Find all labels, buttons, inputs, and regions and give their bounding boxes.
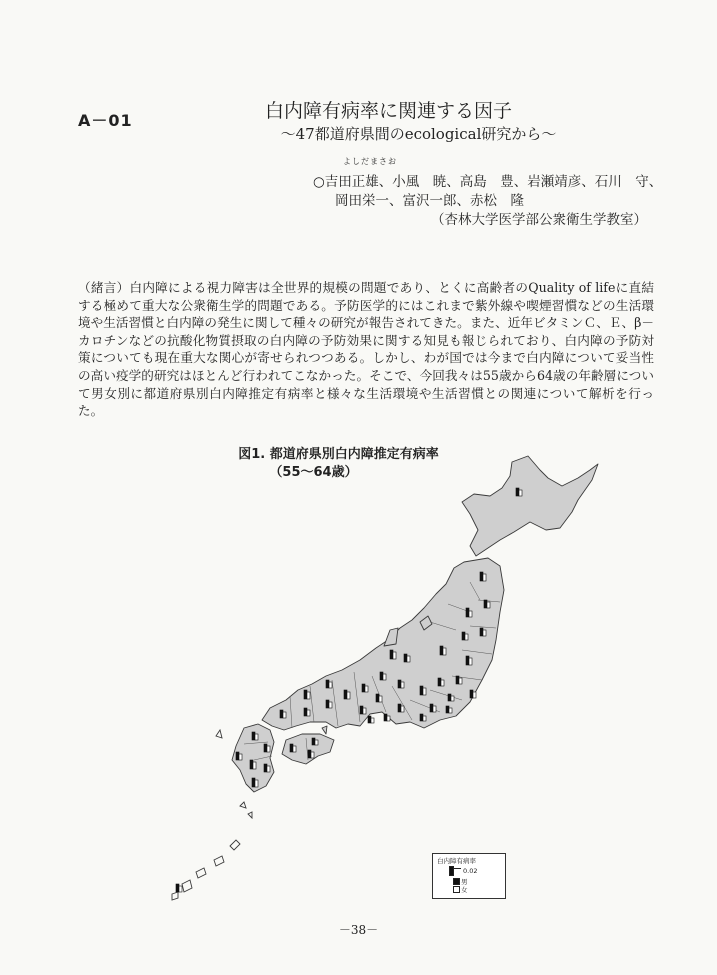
- bar-nara-m: [368, 716, 371, 723]
- legend-scale-value: 0.02: [463, 867, 478, 875]
- bar-fukui-m: [380, 672, 383, 680]
- small-island-2: [248, 812, 252, 818]
- small-island-1: [240, 802, 246, 808]
- bar-niigata-m: [440, 646, 443, 655]
- bar-fukui-f: [383, 674, 386, 680]
- legend-female-label: 女: [461, 886, 468, 894]
- bar-okayama-f: [329, 702, 332, 708]
- bar-toyama-m: [404, 654, 407, 662]
- okinawa-island-1: [230, 840, 240, 850]
- bar-shizuoka-f: [423, 716, 426, 721]
- bar-iwate-f: [487, 602, 490, 608]
- bar-tokyo-m: [446, 706, 449, 713]
- bar-tottori-f: [329, 682, 332, 688]
- bar-miyagi-m: [480, 628, 483, 636]
- bar-fukushima-m: [466, 656, 469, 665]
- bar-kyoto-f: [365, 686, 368, 692]
- bar-okinawa-m: [176, 884, 179, 892]
- legend-scale-tick: [453, 868, 461, 869]
- introduction-paragraph: （緒言）白内障による視力障害は全世界的規模の問題であり、とくに高齢者のQuality of lifeに直結する極めて重大な公衆衛生学的問題である。予防医学的にはこれまで紫外線や喫煙習慣などの生活環境や生活習慣と白内障の発生に関して種々の研究が報告されてきた。また、近年ビタミンＣ、Ｅ、β－カロチンなどの抗酸化物質摂取の白内障の予防効果に関する知見も報じられており、白内障の予防対策についても現在重大な関心が寄せられつつある。しかし、わが国では今まで白内障について妥当性の高い疫学的研究はほとんど行われてこなかった。そこで、今回我々は55歳から64歳の年齢層について男女別に都道府県別白内障推定有病率と様々な生活環境や生活習慣との関連について解析を行った。: [78, 280, 654, 419]
- bar-nagano-f: [423, 688, 426, 695]
- bar-mie-m: [384, 714, 387, 721]
- bar-toyama-f: [407, 656, 410, 662]
- bar-tottori-m: [326, 680, 329, 688]
- noto-shape: [384, 628, 398, 646]
- bar-ehime-m: [290, 744, 293, 752]
- bar-fukuoka-m: [252, 732, 255, 740]
- bar-ishikawa-m: [390, 650, 393, 659]
- japan-map: [160, 430, 620, 910]
- bar-gunma-f: [441, 680, 444, 686]
- bar-kumamoto-f: [253, 762, 256, 769]
- bar-kagoshima-f: [255, 780, 258, 787]
- authors-line-2: 岡田栄一、富沢一郎、赤松 隆: [335, 193, 524, 209]
- bar-saitama-f: [451, 696, 454, 701]
- map-land: [232, 456, 598, 792]
- bar-oita-m: [264, 744, 267, 752]
- bar-okinawa-f: [179, 886, 182, 892]
- abstract-code: A－01: [78, 111, 133, 130]
- bar-akita-m: [466, 608, 469, 617]
- bar-aomori-m: [480, 572, 483, 581]
- bar-mie-f: [387, 716, 390, 721]
- bar-ishikawa-f: [393, 652, 396, 659]
- bar-kochi-f: [311, 752, 314, 758]
- bar-gifu-f: [401, 682, 404, 688]
- bar-yamagata-f: [465, 634, 468, 640]
- bar-miyazaki-f: [267, 766, 270, 772]
- bar-fukushima-f: [469, 658, 472, 665]
- bar-osaka-m: [360, 706, 363, 714]
- bar-oita-f: [267, 746, 270, 752]
- bar-ehime-f: [293, 746, 296, 752]
- bar-kagawa-m: [312, 738, 315, 745]
- bar-yamanashi-f: [433, 706, 436, 712]
- bar-kagawa-f: [315, 740, 318, 745]
- legend-male-swatch: [453, 878, 460, 885]
- okinawa-island-3: [196, 868, 206, 878]
- bar-shiga-f: [379, 696, 382, 702]
- author-ruby: よしだまさお: [343, 157, 397, 166]
- paper-subtitle: ～47都道府県間のecological研究から～: [280, 125, 557, 143]
- bar-nara-f: [371, 718, 374, 723]
- okinawa-island-5: [172, 892, 178, 900]
- bar-yamagata-m: [462, 632, 465, 640]
- legend-male-label: 男: [461, 878, 468, 886]
- awaji-shape: [322, 726, 327, 734]
- bar-niigata-f: [443, 648, 446, 655]
- bar-fukuoka-f: [255, 734, 258, 740]
- bar-osaka-f: [363, 708, 366, 714]
- bar-tokyo-f: [449, 708, 452, 713]
- bar-okayama-m: [326, 700, 329, 708]
- bar-shimane-m: [304, 690, 307, 699]
- okinawa-island-2: [214, 856, 224, 866]
- bar-ibaraki-m: [470, 690, 473, 698]
- bar-iwate-m: [484, 600, 487, 608]
- bar-tochigi-m: [456, 676, 459, 684]
- bar-hiroshima-m: [304, 708, 307, 716]
- bar-kumamoto-m: [250, 760, 253, 769]
- bar-yamaguchi-f: [283, 712, 286, 718]
- bar-gunma-m: [438, 678, 441, 686]
- page-number: －38－: [338, 923, 379, 937]
- legend-female-swatch: [453, 886, 460, 893]
- bar-aichi-m: [398, 704, 401, 712]
- hokkaido-shape: [462, 456, 598, 556]
- tsushima-island: [216, 730, 222, 738]
- bar-ibaraki-f: [473, 692, 476, 698]
- bar-akita-f: [469, 611, 472, 617]
- map-legend: [432, 853, 506, 899]
- bar-aomori-f: [483, 574, 486, 581]
- bar-nagano-m: [420, 686, 423, 695]
- bar-miyagi-f: [483, 630, 486, 636]
- bar-kyoto-m: [362, 684, 365, 692]
- bar-kagoshima-m: [252, 778, 255, 787]
- bar-aichi-f: [401, 706, 404, 712]
- paper-title: 白内障有病率に関連する因子: [264, 100, 512, 122]
- bar-shimane-f: [307, 692, 310, 699]
- bar-shiga-m: [376, 694, 379, 702]
- bar-kochi-m: [308, 750, 311, 758]
- bar-hokkaido-f: [519, 490, 522, 496]
- bar-gifu-m: [398, 680, 401, 688]
- bar-hyogo-f: [347, 692, 350, 699]
- bar-nagasaki-m: [236, 752, 239, 760]
- figure-subtitle: （55～64歳）: [269, 465, 358, 480]
- bar-yamanashi-m: [430, 704, 433, 712]
- legend-title: 白内障有病率: [437, 857, 476, 865]
- bar-saitama-m: [448, 694, 451, 701]
- bar-tochigi-f: [459, 678, 462, 684]
- bar-shizuoka-m: [420, 714, 423, 721]
- figure-title: 図1. 都道府県別白内障推定有病率: [238, 447, 439, 462]
- bar-yamaguchi-m: [280, 710, 283, 718]
- okinawa-island-4: [182, 880, 192, 892]
- bar-nagasaki-f: [239, 754, 242, 760]
- bar-miyazaki-m: [264, 764, 267, 772]
- bar-hyogo-m: [344, 690, 347, 699]
- authors-line-1: ○吉田正雄、小風 暁、高島 豊、岩瀬靖彦、石川 守、: [313, 174, 663, 190]
- affiliation: （杏林大学医学部公衆衛生学教室）: [431, 212, 647, 228]
- bar-hiroshima-f: [307, 710, 310, 716]
- bar-hokkaido-m: [516, 488, 519, 496]
